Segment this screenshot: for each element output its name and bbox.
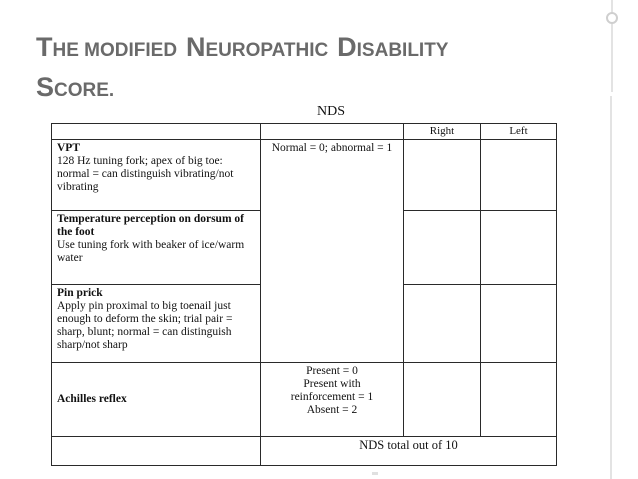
table-row [52, 140, 557, 211]
total-cell: NDS total out of 10 [261, 437, 557, 466]
column-header-left: Left [481, 124, 557, 140]
test-name: VPT [57, 142, 80, 154]
title-initial: S [36, 72, 55, 102]
title-word: EUROPATHIC [205, 40, 329, 61]
test-cell [52, 363, 261, 437]
score-line: Present = 0 [306, 365, 358, 377]
test-name: Temperature perception on dorsum of the foot [57, 213, 244, 238]
score-cell-reflex [261, 363, 404, 437]
header-cell-empty [52, 124, 261, 140]
title-initial: N [185, 32, 206, 62]
decorative-circle [606, 12, 618, 24]
left-score-cell [481, 211, 557, 285]
test-cell [52, 140, 261, 211]
score-text: Normal = 0; abnormal = 1 [271, 142, 393, 154]
test-name: Achilles reflex [57, 393, 127, 405]
header-row [52, 124, 557, 140]
test-name: Pin prick [57, 287, 103, 299]
total-row [52, 437, 557, 466]
left-score-cell [481, 140, 557, 211]
right-score-cell [404, 363, 481, 437]
left-score-cell [481, 285, 557, 363]
nds-table [51, 123, 557, 466]
test-description: 128 Hz tuning fork; apex of big toe: normal = can distinguish vibrating/not vibrating [57, 155, 234, 193]
score-line: reinforcement = 1 [290, 391, 374, 403]
right-score-cell [404, 140, 481, 211]
total-label-cell-empty [52, 437, 261, 466]
test-description: Use tuning fork with beaker of ice/warm water [57, 239, 245, 264]
slide-title [36, 28, 576, 108]
left-score-cell [481, 363, 557, 437]
title-word: ISABILITY [356, 40, 449, 61]
right-score-cell [404, 211, 481, 285]
test-cell [52, 285, 261, 363]
score-line: Absent = 2 [306, 404, 358, 416]
title-initial: T [36, 32, 53, 62]
table-caption: NDS [316, 104, 345, 119]
title-initial: D [337, 32, 357, 62]
test-description: Apply pin proximal to big toenail just enough to deform the skin; trial pair = sharp, blunt; normal = can distinguish sharp/not sharp [57, 300, 233, 351]
title-word: HE MODIFIED [52, 40, 178, 61]
title-word: CORE. [54, 80, 115, 101]
test-cell [52, 211, 261, 285]
score-line: Present with [303, 378, 361, 390]
score-cell-sensory [261, 140, 404, 363]
footer-mark [372, 472, 378, 475]
header-cell-empty [261, 124, 404, 140]
right-score-cell [404, 285, 481, 363]
table-row [52, 363, 557, 437]
column-header-right: Right [404, 124, 481, 140]
